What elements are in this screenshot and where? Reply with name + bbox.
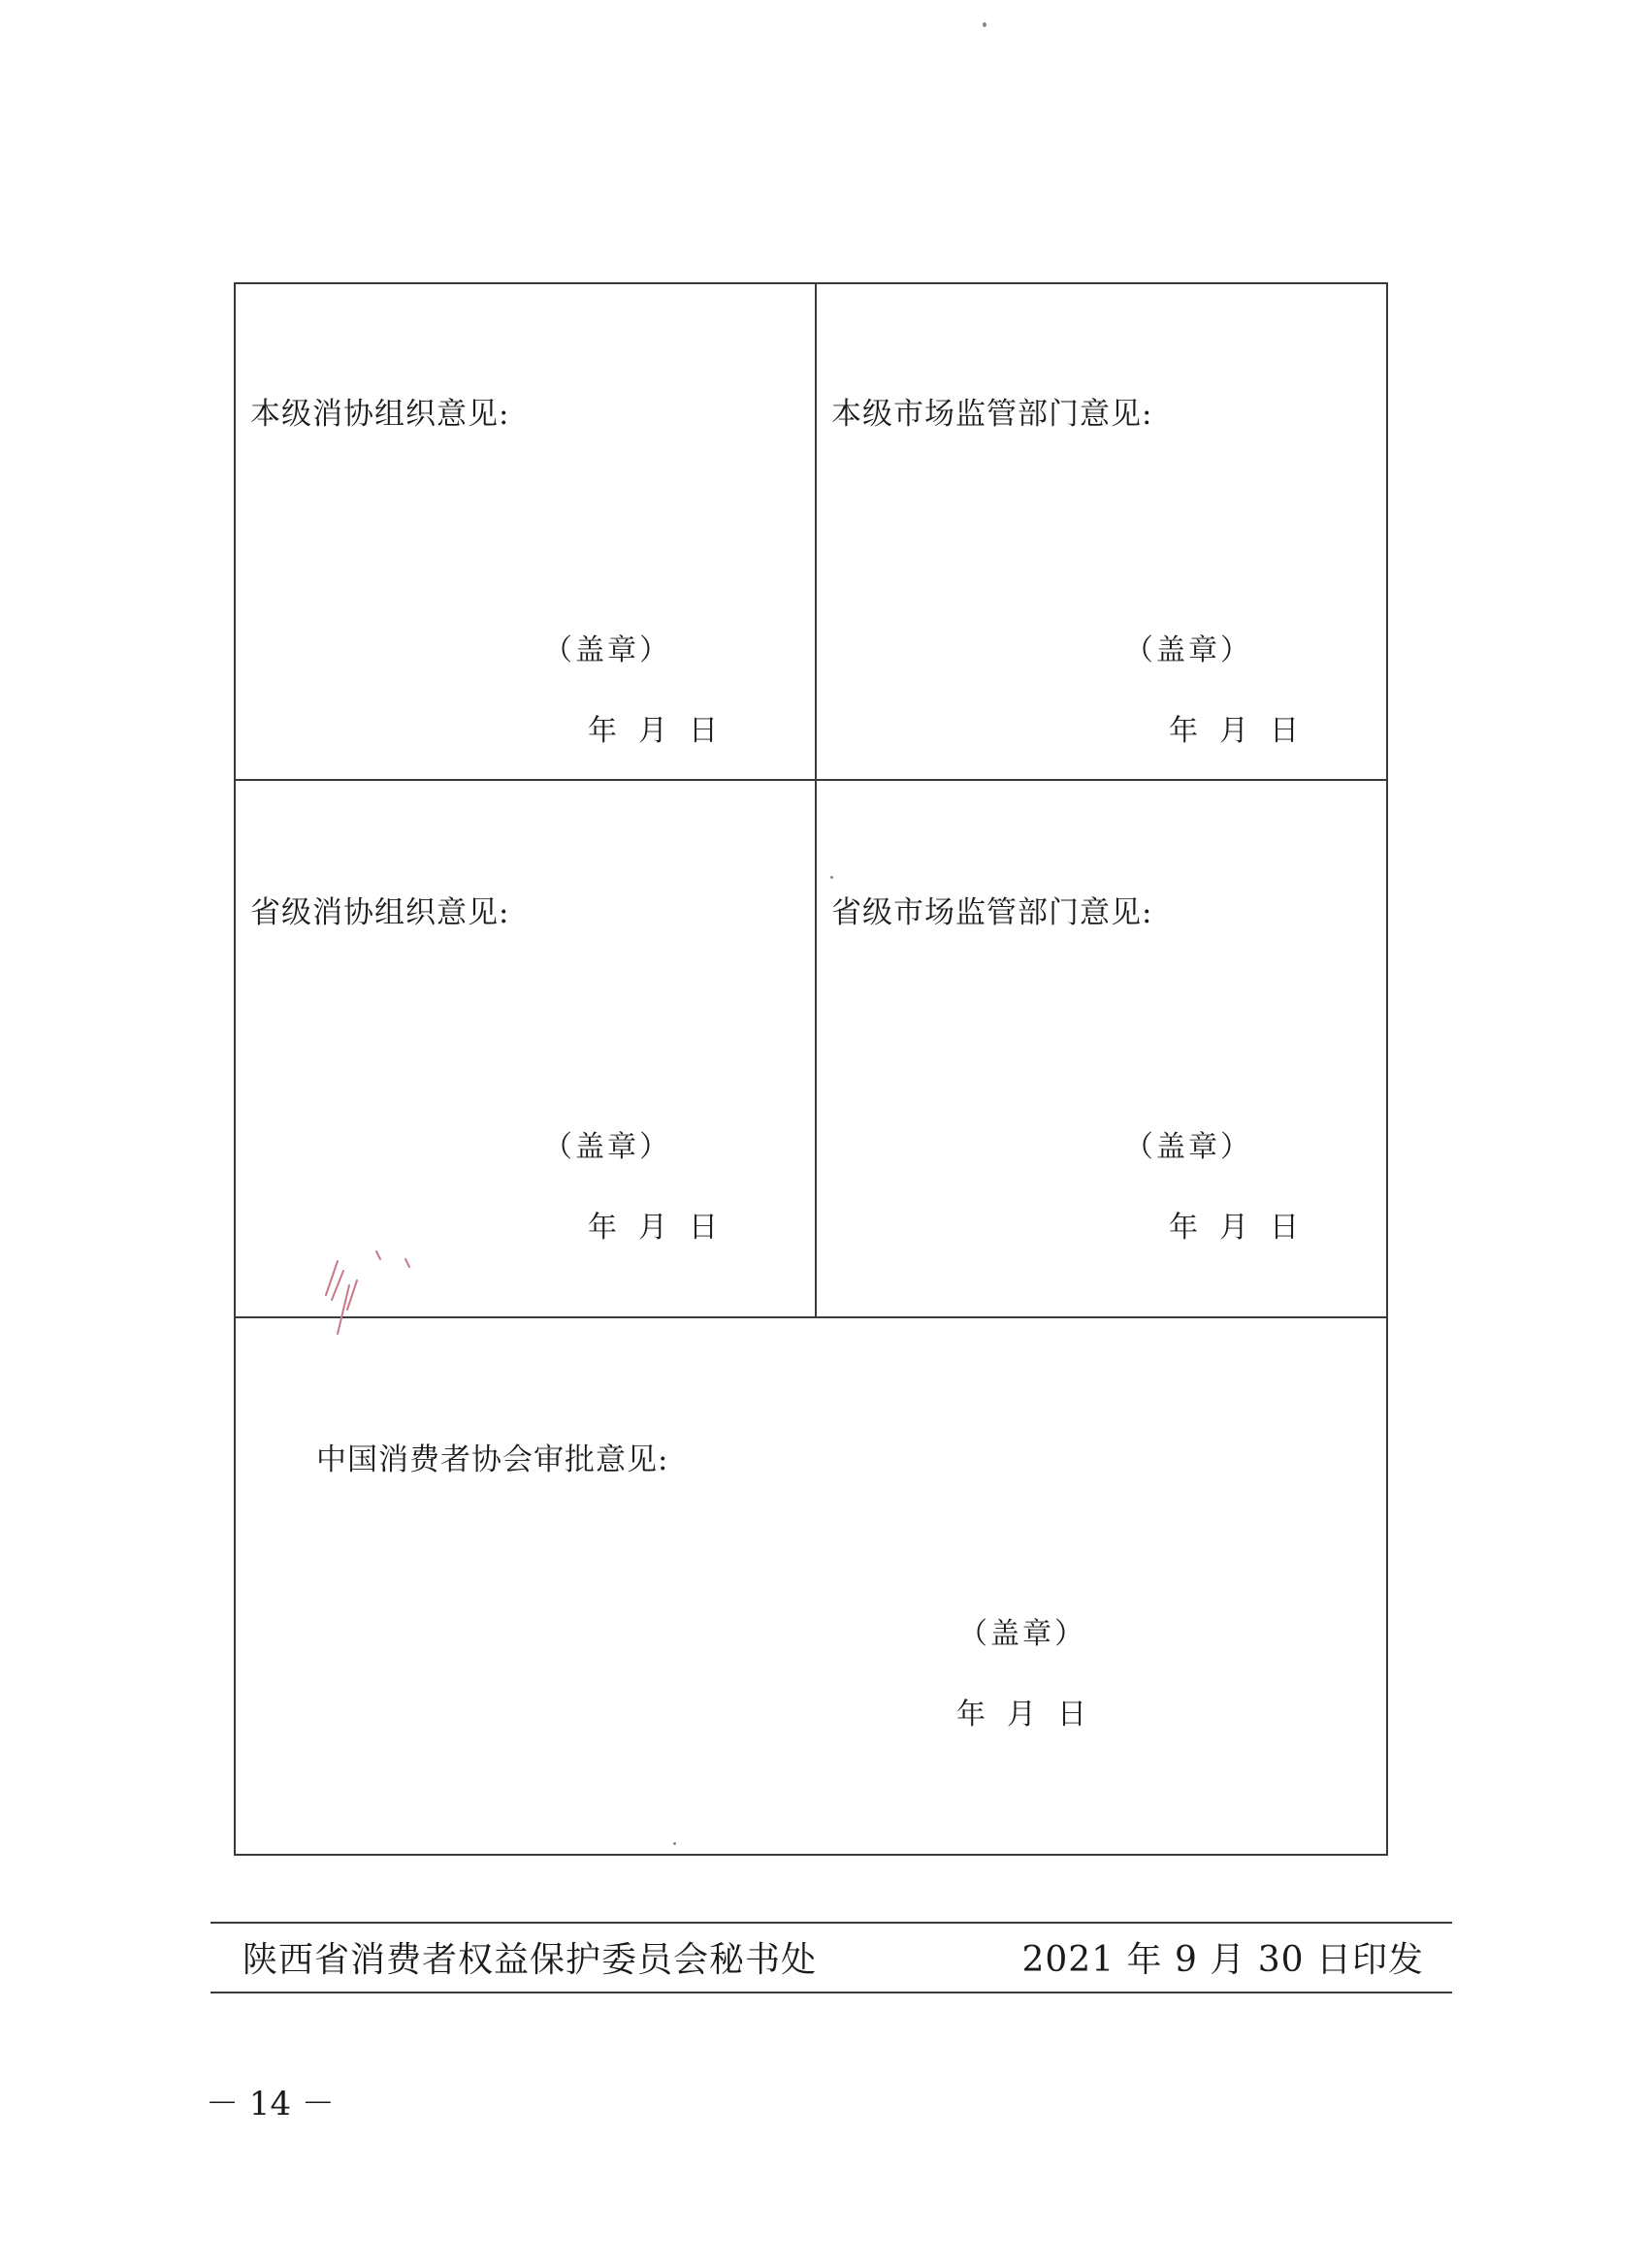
seal-placeholder: （盖章） xyxy=(1124,633,1252,667)
cell-provincial-consumer-association xyxy=(236,781,815,1316)
seal-placeholder: （盖章） xyxy=(1124,1130,1252,1164)
date-placeholder: 年月日 xyxy=(588,714,739,748)
cell-local-consumer-association xyxy=(236,284,815,779)
cell-local-market-regulator xyxy=(817,284,1388,779)
date-placeholder: 年月日 xyxy=(1169,714,1320,748)
pen-mark-scribble xyxy=(308,1242,425,1348)
cell-china-consumer-association-approval xyxy=(236,1318,1388,1856)
date-placeholder: 年月日 xyxy=(956,1698,1108,1732)
opinion-label: 本级消协组织意见: xyxy=(250,397,510,432)
page-number: － 14 － xyxy=(206,2085,335,2123)
footer-bottom-rule xyxy=(210,1992,1452,1993)
scan-speck xyxy=(830,876,833,879)
opinion-label: 省级消协组织意见: xyxy=(250,895,510,930)
scan-speck xyxy=(983,22,986,27)
scan-speck xyxy=(673,1842,676,1845)
date-placeholder: 年月日 xyxy=(588,1211,739,1245)
opinion-label: 省级市场监管部门意见: xyxy=(831,895,1153,930)
footer-top-rule xyxy=(210,1922,1452,1924)
date-placeholder: 年月日 xyxy=(1169,1211,1320,1245)
seal-placeholder: （盖章） xyxy=(958,1617,1086,1651)
footer-issue-date: 2021 年 9 月 30 日印发 xyxy=(1021,1940,1424,1980)
seal-placeholder: （盖章） xyxy=(543,1130,671,1164)
opinion-form-table xyxy=(234,282,1388,1856)
footer-issuer: 陕西省消费者权益保护委员会秘书处 xyxy=(242,1940,818,1980)
seal-placeholder: （盖章） xyxy=(543,633,671,667)
opinion-label: 中国消费者协会审批意见: xyxy=(316,1442,669,1477)
opinion-label: 本级市场监管部门意见: xyxy=(831,397,1153,432)
cell-provincial-market-regulator xyxy=(817,781,1388,1316)
